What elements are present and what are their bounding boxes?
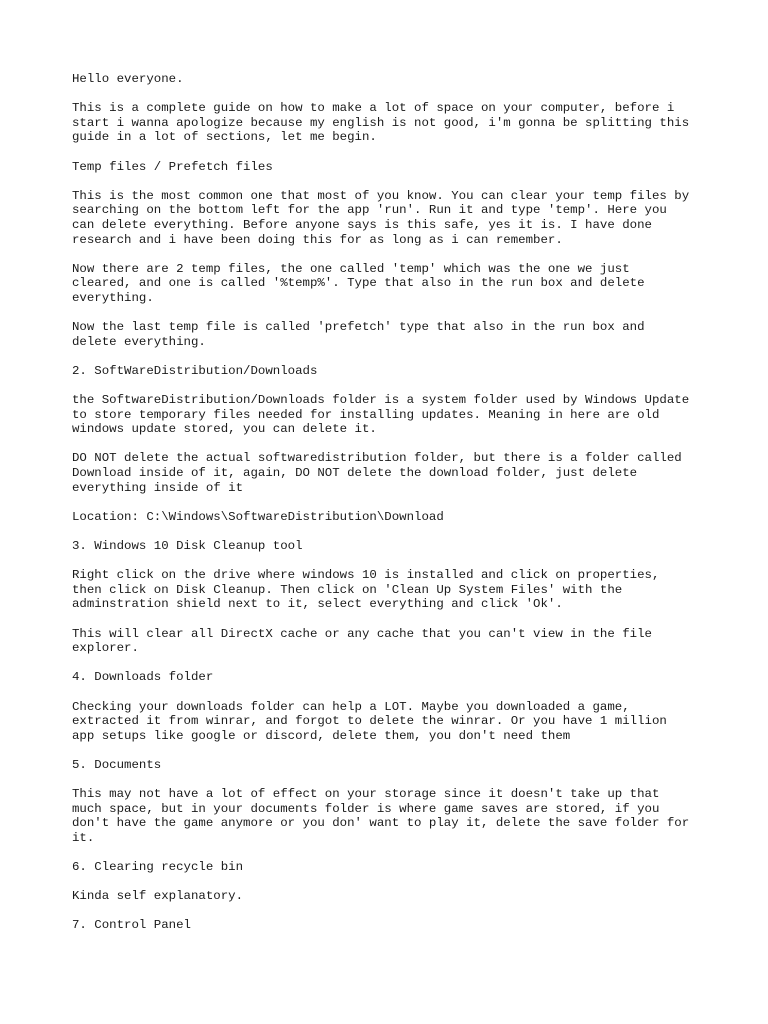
section-heading-downloads-folder: 4. Downloads folder: [72, 670, 214, 685]
intro-paragraph: This is a complete guide on how to make a lot of space on your computer, before i start i wanna apologize because my english is not good, i'm gonna be splitting this guide in a lot of sections, let me begin.: [72, 101, 690, 145]
software-distribution-warning: DO NOT delete the actual softwaredistribution folder, but there is a folder called Download inside of it, again, DO NOT delete the download folder, just delete everything inside of it: [72, 451, 682, 495]
prefetch-paragraph: Now the last temp file is called 'prefetch' type that also in the run box and delete everything.: [72, 320, 645, 349]
section-heading-documents: 5. Documents: [72, 757, 162, 772]
temp-files-paragraph: This is the most common one that most of you know. You can clear your temp files by searching on the bottom left for the app 'run'. Run it and type 'temp'. Here you can delete everything. Before anyone says is this safe, yes it is. I have done research and i have been doing this for as long as i can remember.: [72, 188, 690, 247]
recycle-bin-paragraph: Kinda self explanatory.: [72, 889, 244, 904]
section-heading-software-distribution: 2. SoftWareDistribution/Downloads: [72, 363, 318, 378]
software-distribution-paragraph: the SoftwareDistribution/Downloads folder is a system folder used by Windows Update to store temporary files needed for installing updates. Meaning in here are old windows update stored, you can delete it.: [72, 393, 690, 437]
greeting: Hello everyone.: [72, 72, 184, 86]
disk-cleanup-paragraph: Right click on the drive where windows 10 is installed and click on properties, then click on Disk Cleanup. Then click on 'Clean Up System Files' with the adminstration shield next to it, select everything and click 'Ok'.: [72, 568, 660, 612]
temp-percent-paragraph: Now there are 2 temp files, the one called 'temp' which was the one we just cleared, and one is called '%temp%'. Type that also in the run box and delete everything.: [72, 261, 645, 305]
section-heading-recycle-bin: 6. Clearing recycle bin: [72, 860, 244, 875]
section-heading-disk-cleanup: 3. Windows 10 Disk Cleanup tool: [72, 539, 303, 553]
section-heading-control-panel: 7. Control Panel: [72, 918, 191, 933]
document-page: [72, 72, 712, 948]
location-path: Location: C:\Windows\SoftwareDistribution\Download: [72, 509, 444, 524]
documents-paragraph: This may not have a lot of effect on your storage since it doesn't take up that much space, but in your documents folder is where game saves are stored, if you don't have the game anymore or you don' want to play it, delete the save folder for it.: [72, 787, 690, 845]
downloads-folder-paragraph: Checking your downloads folder can help a LOT. Maybe you downloaded a game, extracted it from winrar, and forgot to delete the winrar. Or you have 1 million app setups like google or discord, delete them, you don't need them: [72, 699, 667, 743]
directx-cache-paragraph: This will clear all DirectX cache or any cache that you can't view in the file explorer.: [72, 626, 652, 656]
section-heading-temp-files: Temp files / Prefetch files: [72, 159, 273, 174]
